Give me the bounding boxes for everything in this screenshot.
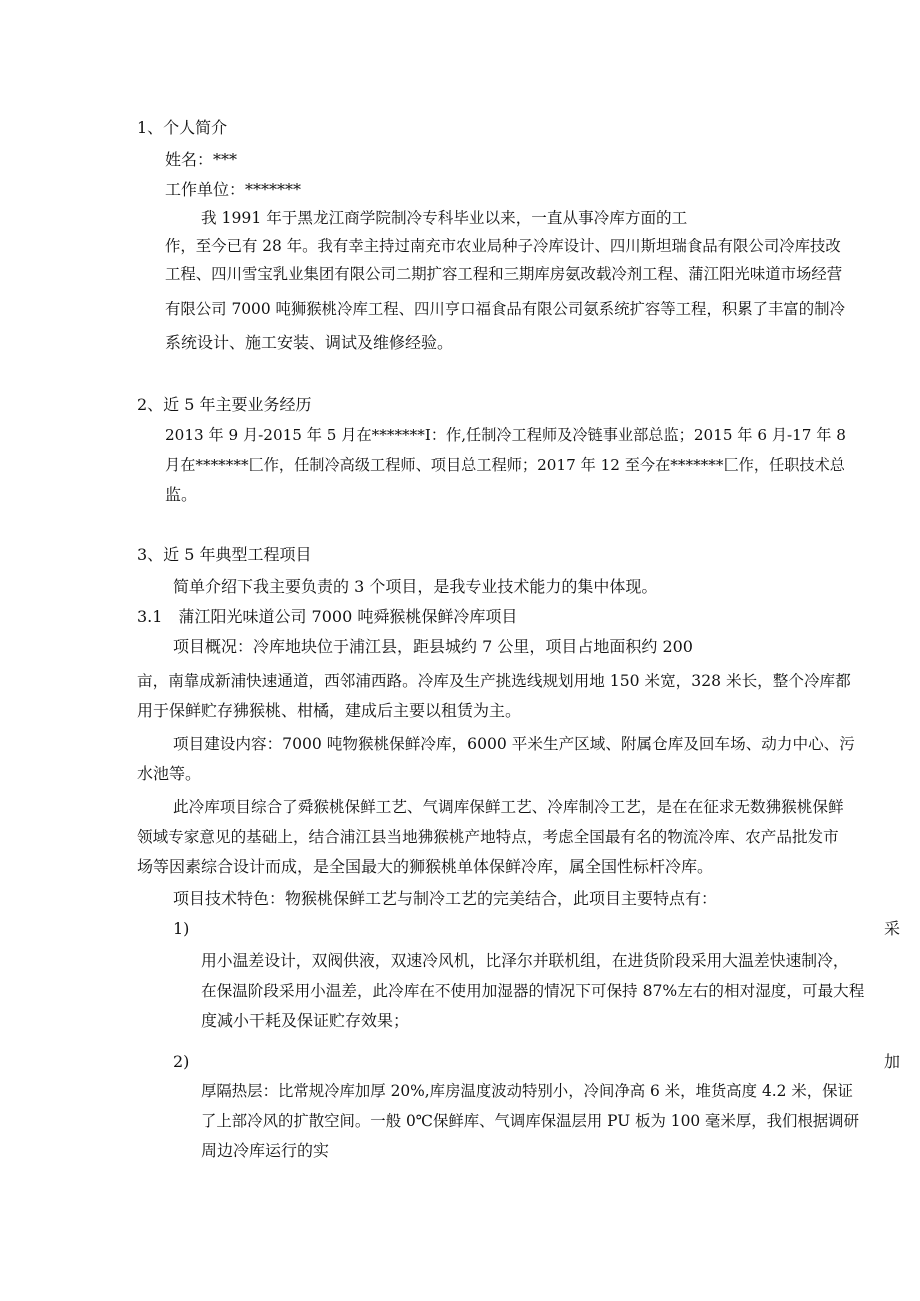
experience-line: 月在*******匚作，任制冷高级工程师、项目总工程师；2017 年 12 至今在*******匚作，任职技术总 [165,456,845,474]
features-intro: 项目技术特色：物猴桃保鲜工艺与制冷工艺的完美结合，此项目主要特点有： [173,889,718,908]
overview-line: 用于保鲜贮存狒猴桃、柑橘，建成后主要以租赁为主。 [137,701,522,720]
item1-line: 用小温差设计，双阀供液，双速冷风机，比泽尔并联机组，在进货阶段采用大温差快速制冷， [201,951,849,970]
intro-paragraph-line: 有限公司 7000 吨狮猴桃冷库工程、四川亨口福食品有限公司氨系统扩容等工程，积累了丰富的制冷 [165,300,845,318]
item1-number: 1) [173,919,190,938]
synthesis-line: 领域专家意见的基础上，结合浦江县当地狒猴桃产地特点，考虑全国最有名的物流冷库、农产品批发市 [137,828,839,846]
overview-line: 项目概况：冷库地块位于浦江县，距县城约 7 公里，项目占地面积约 200 [173,637,693,656]
section3-intro: 简单介绍下我主要负责的 3 个项目，是我专业技术能力的集中体现。 [173,577,658,596]
overview-line: 亩，南靠成新浦快速通道，西邻浦西路。冷库及生产挑选线规划用地 150 米宽，328 米长，整个冷库都 [137,672,851,690]
item2-number: 2) [173,1052,190,1071]
section1-heading: 1、个人简介 [137,118,228,137]
intro-paragraph-line: 我 1991 年于黑龙江商学院制冷专科毕业以来，一直从事冷库方面的工 [201,209,688,227]
section3-heading: 3、近 5 年典型工程项目 [137,545,312,564]
item2-line: 了上部冷风的扩散空间。一般 0℃保鲜库、气调库保温层用 PU 板为 100 毫米厚，我们根据调研 [201,1112,859,1130]
experience-line: 2013 年 9 月-2015 年 5 月在*******I：作,任制冷工程师及冷链事业部总监；2015 年 6 月-17 年 8 [165,426,846,444]
item1-line: 在保温阶段采用小温差，此冷库在不使用加湿器的情况下可保持 87%左右的相对湿度，可最大程 [201,982,865,1000]
intro-paragraph-line: 系统设计、施工安装、调试及维修经验。 [165,333,454,352]
item2-line: 周边冷库运行的实 [201,1141,330,1160]
item2-line: 厚隔热层：比常规冷库加厚 20%,库房温度波动特别小，冷间净高 6 米，堆货高度 4.2 米，保证 [201,1082,853,1100]
item1-first-char: 采 [884,919,901,938]
experience-line: 监。 [165,485,198,504]
section2-heading: 2、近 5 年主要业务经历 [137,395,312,414]
intro-paragraph-line: 工程、四川雪宝乳业集团有限公司二期扩容工程和三期库房氨改载冷剂工程、蒲江阳光味道市场经营 [165,265,843,283]
item1-line: 度减小干耗及保证贮存效果； [201,1011,410,1030]
content-line: 水池等。 [137,764,202,783]
intro-paragraph-line: 作，至今已有 28 年。我有幸主持过南充市农业局种子冷库设计、四川斯坦瑞食品有限公司冷库技改 [165,237,841,255]
synthesis-line: 场等因素综合设计而成，是全国最大的狮猴桃单体保鲜冷库，属全国性标杆冷库。 [137,857,714,876]
content-line: 项目建设内容：7000 吨物猴桃保鲜冷库，6000 平米生产区域、附属仓库及回车场、动力中心、污 [173,735,855,753]
name-line: 姓名：*** [165,150,238,169]
section3-subheading: 3.1 蒲江阳光味道公司 7000 吨舜猴桃保鲜冷库项目 [137,607,518,626]
synthesis-line: 此冷库项目综合了舜猴桃保鲜工艺、气调库保鲜工艺、冷库制冷工艺，是在在征求无数狒猴桃保鲜 [173,798,844,816]
item2-first-char: 加 [884,1052,901,1071]
work-unit-line: 工作单位：******* [165,180,302,199]
